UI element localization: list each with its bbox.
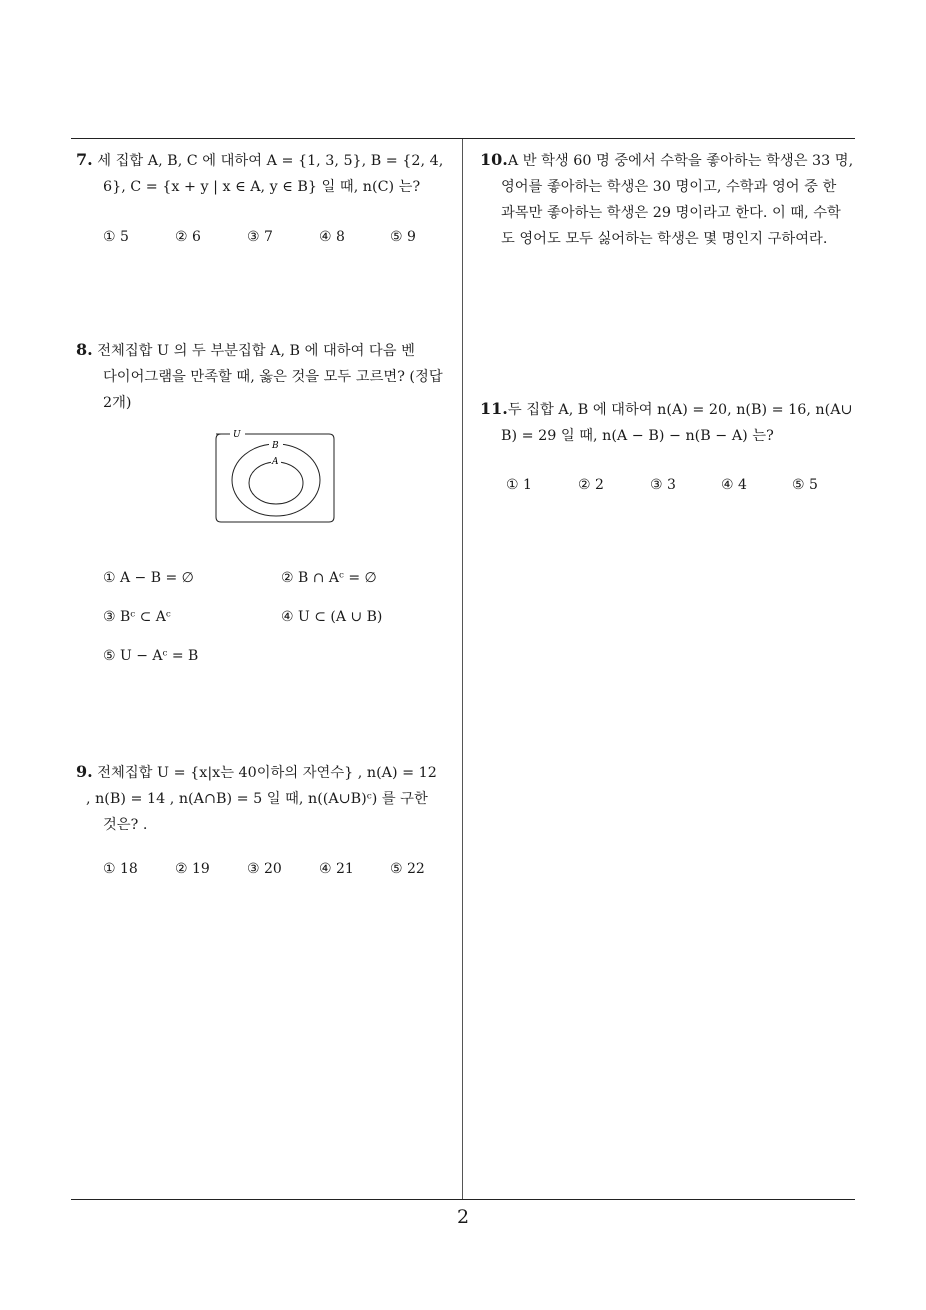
question-8 [76, 337, 443, 416]
choice-2[interactable]: ② 19 [175, 861, 210, 877]
question-number: 10. [480, 150, 508, 169]
choice-4[interactable]: ④ 21 [319, 861, 354, 877]
venn-label-a: A [272, 457, 279, 467]
venn-label-u: U [233, 430, 241, 440]
choice-4[interactable]: ④ 4 [721, 477, 747, 493]
choice-2[interactable]: ② 6 [175, 229, 201, 245]
question-7 [76, 147, 443, 200]
question-text-line: 영어를 좋아하는 학생은 30 명이고, 수학과 영어 중 한 [501, 179, 837, 195]
bottom-rule [71, 1199, 855, 1200]
question-11 [480, 396, 853, 449]
question-text-line: 전체집합 U 의 두 부분집합 A, B 에 대하여 다음 벤 [97, 343, 415, 359]
choice-5[interactable]: ⑤ 9 [390, 229, 416, 245]
question-9 [76, 759, 437, 838]
answer-choices [103, 648, 198, 664]
question-text-line: 과목만 좋아하는 학생은 29 명이라고 한다. 이 때, 수학 [501, 205, 841, 221]
question-text-line: 것은? . [103, 817, 148, 833]
choice-2[interactable]: ② B ∩ Aᶜ = ∅ [281, 570, 377, 586]
question-text-line: A 반 학생 60 명 중에서 수학을 좋아하는 학생은 33 명, [507, 153, 854, 169]
question-text-line: 도 영어도 모두 싫어하는 학생은 몇 명인지 구하여라. [501, 231, 828, 247]
answer-choices [103, 861, 425, 877]
question-10 [480, 147, 853, 252]
choice-1[interactable]: ① 1 [506, 477, 532, 493]
question-number: 8. [76, 340, 93, 359]
question-text-line: 두 집합 A, B 에 대하여 n(A) = 20, n(B) = 16, n(A∪ [507, 402, 853, 418]
question-text-line: 다이어그램을 만족할 때, 옳은 것을 모두 고르면? (정답 [103, 369, 443, 385]
question-number: 9. [76, 762, 93, 781]
choice-2[interactable]: ② 2 [578, 477, 604, 493]
column-divider [462, 139, 463, 1199]
page-number: 2 [456, 1206, 470, 1228]
question-number: 11. [480, 399, 508, 418]
question-text-line: 전체집합 U = {x|x는 40이하의 자연수} , n(A) = 12 [97, 765, 437, 781]
choice-4[interactable]: ④ U ⊂ (A ∪ B) [281, 609, 383, 625]
choice-5[interactable]: ⑤ U − Aᶜ = B [103, 648, 199, 664]
venn-diagram [213, 425, 338, 527]
answer-choices [103, 609, 382, 625]
question-text-line: , n(B) = 14 , n(A∩B) = 5 일 때, n((A∪B)ᶜ) 를 구한 [86, 791, 428, 807]
question-number: 7. [76, 150, 93, 169]
choice-3[interactable]: ③ 3 [650, 477, 676, 493]
answer-choices [506, 477, 818, 493]
choice-5[interactable]: ⑤ 5 [792, 477, 818, 493]
question-text-line: 세 집합 A, B, C 에 대하여 A = {1, 3, 5}, B = {2, 4, [97, 153, 444, 169]
venn-label-b: B [272, 441, 279, 451]
choice-1[interactable]: ① 5 [103, 229, 129, 245]
choice-5[interactable]: ⑤ 22 [390, 861, 425, 877]
question-text-line: B) = 29 일 때, n(A − B) − n(B − A) 는? [501, 428, 774, 444]
question-text-line: 6}, C = {x + y | x ∈ A, y ∈ B} 일 때, n(C) 는? [103, 179, 421, 195]
choice-3[interactable]: ③ 7 [247, 229, 273, 245]
top-rule [71, 138, 855, 139]
answer-choices [103, 570, 377, 586]
choice-3[interactable]: ③ Bᶜ ⊂ Aᶜ [103, 609, 171, 625]
question-text-line: 2개) [103, 395, 132, 411]
venn-set-a [249, 462, 303, 504]
choice-1[interactable]: ① 18 [103, 861, 138, 877]
choice-3[interactable]: ③ 20 [247, 861, 282, 877]
choice-1[interactable]: ① A − B = ∅ [103, 570, 194, 586]
choice-4[interactable]: ④ 8 [319, 229, 345, 245]
answer-choices [103, 229, 416, 245]
